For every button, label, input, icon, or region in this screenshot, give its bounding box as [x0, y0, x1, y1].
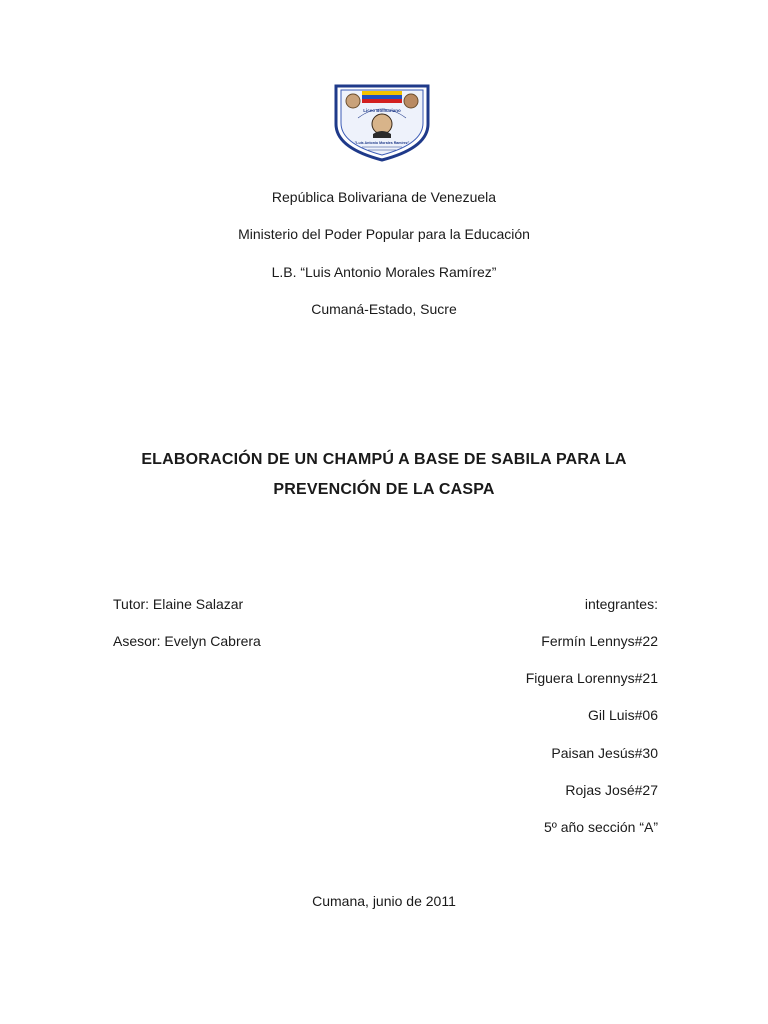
member-item: Paisan Jesús#30	[551, 745, 658, 761]
member-item: Fermín Lennys#22	[541, 633, 658, 649]
svg-text:Liceo Bolivariano: Liceo Bolivariano	[363, 108, 401, 113]
header-republic: República Bolivariana de Venezuela	[271, 189, 497, 205]
place-date: Cumana, junio de 2011	[312, 893, 456, 909]
header-school: L.B. “Luis Antonio Morales Ramírez”	[271, 264, 497, 280]
svg-text:"Luis Antonio Morales Ramírez": "Luis Antonio Morales Ramírez"	[354, 141, 410, 145]
asesor-label: Asesor: Evelyn Cabrera	[113, 633, 261, 649]
document-title-line2: PREVENCIÓN DE LA CASPA	[273, 481, 495, 498]
tutor-label: Tutor: Elaine Salazar	[113, 596, 244, 612]
document-title-line1: ELABORACIÓN DE UN CHAMPÚ A BASE DE SABILA PARA LA	[141, 451, 627, 468]
members-heading: integrantes:	[584, 596, 658, 612]
member-item: Rojas José#27	[565, 782, 658, 798]
member-item: Gil Luis#06	[587, 707, 658, 723]
member-item: Figuera Lorennys#21	[525, 670, 658, 686]
section-label: 5º año sección “A”	[543, 819, 658, 835]
header-location: Cumaná-Estado, Sucre	[311, 301, 457, 317]
header-ministry: Ministerio del Poder Popular para la Educación	[238, 226, 530, 242]
school-crest-logo	[332, 82, 432, 162]
